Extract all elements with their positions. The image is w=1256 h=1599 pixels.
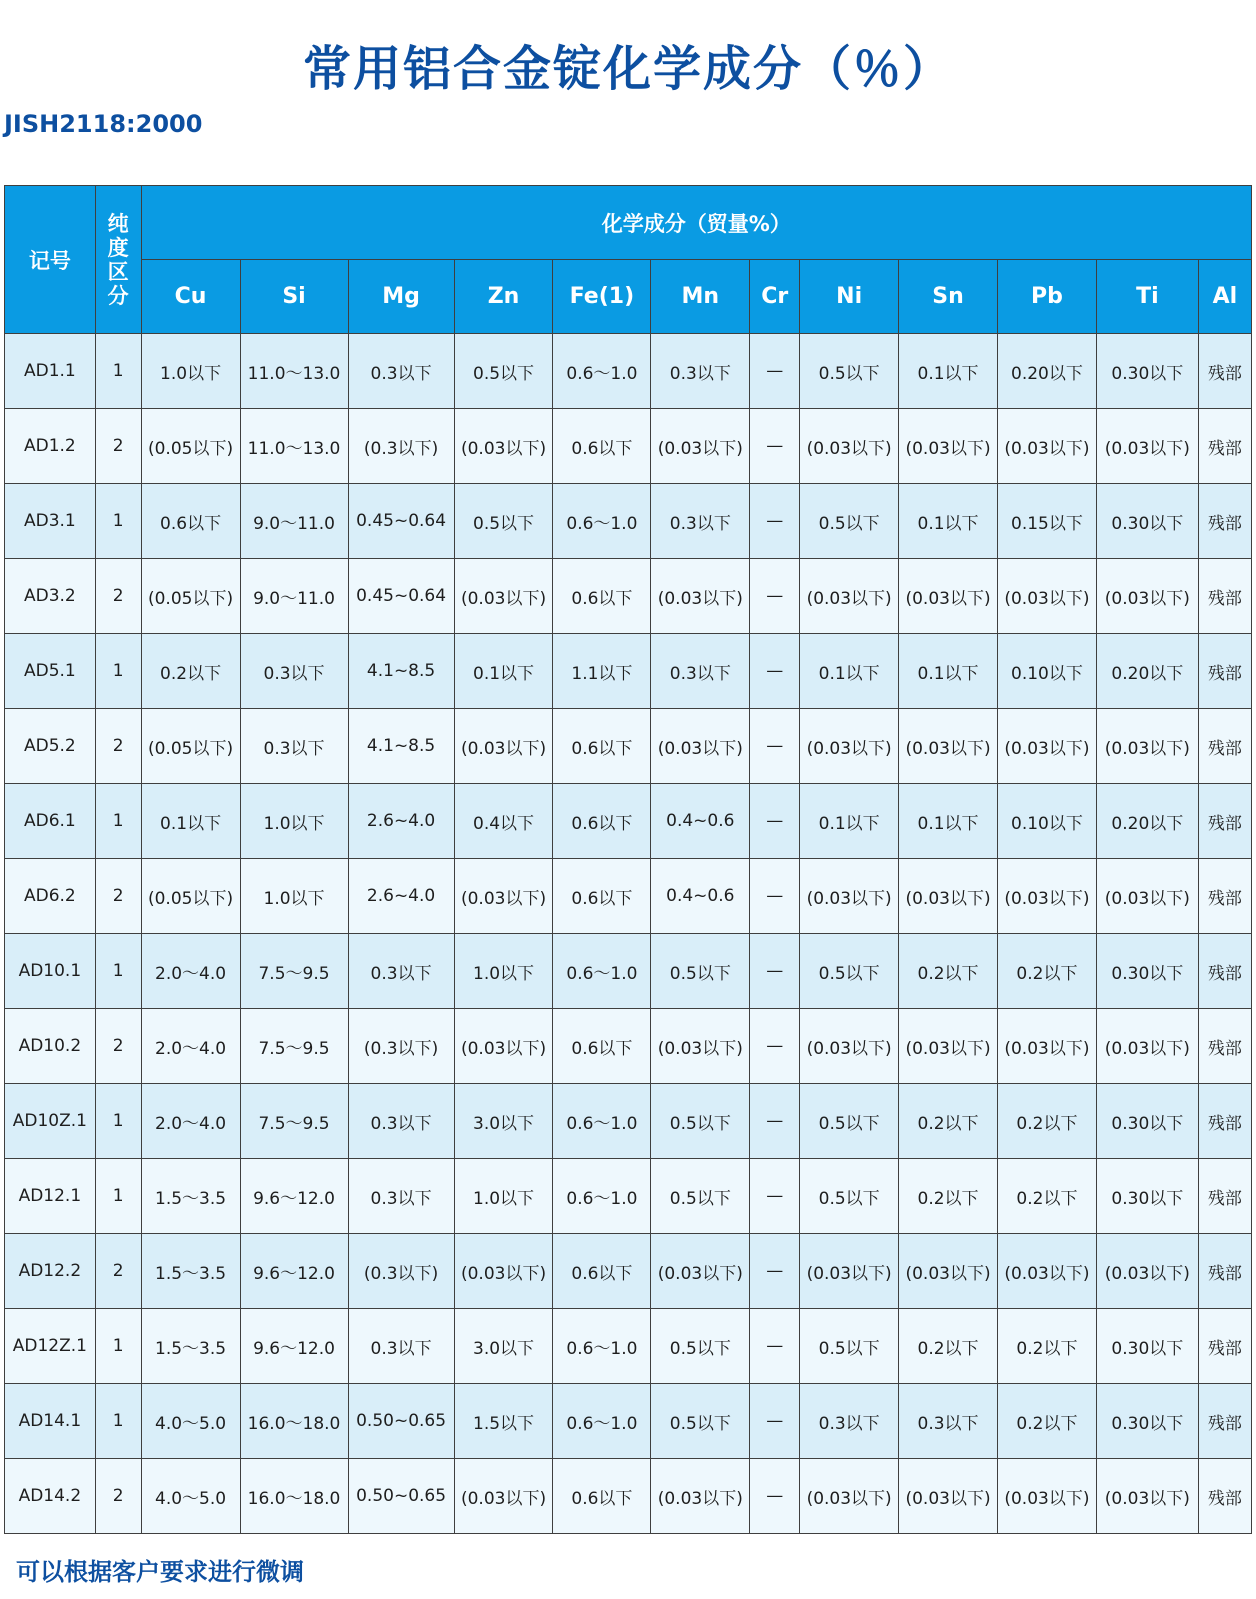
cell-value: 0.2以下 [899, 1084, 998, 1159]
cell-value: 0.2以下 [997, 1309, 1096, 1384]
cell-value: 0.2以下 [997, 1159, 1096, 1234]
cell-value: — [750, 1459, 800, 1534]
cell-value: 4.1~8.5 [348, 634, 454, 709]
cell-value: 残部 [1198, 1009, 1251, 1084]
cell-value: 0.45~0.64 [348, 559, 454, 634]
cell-value: 0.20以下 [1096, 784, 1198, 859]
table-row [5, 859, 1252, 934]
cell-value: (0.03以下) [1096, 1009, 1198, 1084]
cell-value: 0.5以下 [800, 1084, 899, 1159]
cell-value: 残部 [1198, 334, 1251, 409]
table-row [5, 709, 1252, 784]
cell-value: (0.3以下) [348, 1009, 454, 1084]
cell-value: 1.5～3.5 [141, 1159, 240, 1234]
cell-value: 11.0～13.0 [240, 334, 348, 409]
cell-value: — [750, 934, 800, 1009]
cell-value: 0.5以下 [800, 484, 899, 559]
cell-value: (0.03以下) [997, 709, 1096, 784]
cell-value: (0.03以下) [899, 1009, 998, 1084]
cell-value: 3.0以下 [454, 1309, 553, 1384]
cell-value: — [750, 634, 800, 709]
cell-code: AD12Z.1 [5, 1309, 96, 1384]
cell-value: 0.6～1.0 [553, 1084, 651, 1159]
cell-value: 0.3以下 [651, 334, 750, 409]
cell-value: 0.3以下 [348, 1084, 454, 1159]
cell-value: 0.2以下 [997, 934, 1096, 1009]
cell-value: 0.3以下 [348, 1309, 454, 1384]
cell-value: 0.3以下 [348, 334, 454, 409]
cell-value: 0.10以下 [997, 784, 1096, 859]
cell-value: 2.0～4.0 [141, 1084, 240, 1159]
cell-value: 1.0以下 [141, 334, 240, 409]
cell-value: 9.0～11.0 [240, 484, 348, 559]
cell-value: 0.30以下 [1096, 1084, 1198, 1159]
cell-code: AD5.1 [5, 634, 96, 709]
cell-purity: 2 [95, 709, 141, 784]
cell-value: (0.03以下) [800, 559, 899, 634]
cell-value: 0.3以下 [240, 634, 348, 709]
cell-value: (0.03以下) [1096, 709, 1198, 784]
header-element: Pb [997, 260, 1096, 334]
cell-value: (0.03以下) [454, 859, 553, 934]
footnote: 可以根据客户要求进行微调 [16, 1558, 304, 1586]
cell-value: 0.3以下 [348, 934, 454, 1009]
cell-value: (0.05以下) [141, 559, 240, 634]
cell-purity: 2 [95, 1234, 141, 1309]
cell-value: — [750, 334, 800, 409]
cell-code: AD10.2 [5, 1009, 96, 1084]
cell-value: 0.5以下 [454, 334, 553, 409]
cell-value: 0.1以下 [899, 634, 998, 709]
cell-value: 0.1以下 [800, 784, 899, 859]
cell-value: — [750, 1384, 800, 1459]
cell-value: (0.03以下) [1096, 409, 1198, 484]
header-element: Zn [454, 260, 553, 334]
header-element: Sn [899, 260, 998, 334]
cell-value: 0.6以下 [553, 1009, 651, 1084]
cell-value: 0.6～1.0 [553, 1384, 651, 1459]
cell-value: 1.0以下 [240, 784, 348, 859]
cell-value: 0.5以下 [651, 934, 750, 1009]
table-row [5, 634, 1252, 709]
table-row [5, 1084, 1252, 1159]
cell-value: 0.30以下 [1096, 1309, 1198, 1384]
cell-value: (0.03以下) [899, 1459, 998, 1534]
cell-value: 残部 [1198, 709, 1251, 784]
cell-value: — [750, 709, 800, 784]
cell-value: 0.2以下 [997, 1084, 1096, 1159]
cell-value: (0.03以下) [997, 1459, 1096, 1534]
cell-value: 0.2以下 [141, 634, 240, 709]
cell-value: 1.5～3.5 [141, 1234, 240, 1309]
page-title: 常用铝合金锭化学成分（％） [302, 41, 953, 97]
cell-value: 0.30以下 [1096, 1159, 1198, 1234]
cell-purity: 1 [95, 1384, 141, 1459]
cell-value: — [750, 409, 800, 484]
cell-code: AD14.2 [5, 1459, 96, 1534]
header-purity: 纯度区分 [95, 186, 141, 334]
cell-value: 残部 [1198, 1234, 1251, 1309]
table-row [5, 934, 1252, 1009]
header-element: Fe(1) [553, 260, 651, 334]
table-row [5, 1459, 1252, 1534]
cell-value: 0.5以下 [800, 934, 899, 1009]
cell-value: (0.05以下) [141, 859, 240, 934]
cell-value: 0.1以下 [899, 334, 998, 409]
cell-purity: 2 [95, 559, 141, 634]
header-element: Cr [750, 260, 800, 334]
cell-value: 残部 [1198, 859, 1251, 934]
table-row [5, 1009, 1252, 1084]
cell-value: — [750, 1159, 800, 1234]
cell-purity: 1 [95, 1159, 141, 1234]
cell-value: 0.50~0.65 [348, 1459, 454, 1534]
cell-value: 0.5以下 [651, 1159, 750, 1234]
cell-value: 0.5以下 [651, 1309, 750, 1384]
table-row [5, 1159, 1252, 1234]
cell-value: (0.03以下) [651, 1459, 750, 1534]
cell-value: 0.1以下 [454, 634, 553, 709]
cell-value: 残部 [1198, 559, 1251, 634]
cell-value: 0.6以下 [553, 409, 651, 484]
cell-value: 0.6以下 [553, 1459, 651, 1534]
cell-value: 2.0～4.0 [141, 1009, 240, 1084]
cell-code: AD10.1 [5, 934, 96, 1009]
cell-value: 7.5～9.5 [240, 934, 348, 1009]
cell-value: 残部 [1198, 1384, 1251, 1459]
cell-value: (0.03以下) [454, 709, 553, 784]
cell-code: AD12.2 [5, 1234, 96, 1309]
cell-value: 0.10以下 [997, 634, 1096, 709]
cell-purity: 2 [95, 859, 141, 934]
cell-value: 0.3以下 [348, 1159, 454, 1234]
table-row [5, 484, 1252, 559]
cell-code: AD6.2 [5, 859, 96, 934]
cell-value: 9.6～12.0 [240, 1309, 348, 1384]
cell-value: (0.03以下) [651, 409, 750, 484]
cell-value: 0.6以下 [553, 709, 651, 784]
cell-value: 1.5以下 [454, 1384, 553, 1459]
cell-value: 0.5以下 [454, 484, 553, 559]
cell-value: — [750, 484, 800, 559]
cell-value: 4.0～5.0 [141, 1384, 240, 1459]
cell-value: 0.6以下 [553, 859, 651, 934]
cell-purity: 1 [95, 934, 141, 1009]
cell-code: AD1.2 [5, 409, 96, 484]
header-element: Ti [1096, 260, 1198, 334]
cell-value: 0.30以下 [1096, 484, 1198, 559]
cell-value: 残部 [1198, 1309, 1251, 1384]
header-row-elements [5, 260, 1252, 334]
cell-value: (0.03以下) [1096, 559, 1198, 634]
table-row [5, 784, 1252, 859]
cell-code: AD5.2 [5, 709, 96, 784]
cell-value: 9.6～12.0 [240, 1234, 348, 1309]
cell-value: (0.03以下) [454, 1009, 553, 1084]
cell-value: 0.1以下 [899, 484, 998, 559]
cell-value: 1.1以下 [553, 634, 651, 709]
cell-value: 2.6~4.0 [348, 859, 454, 934]
cell-value: (0.03以下) [454, 409, 553, 484]
cell-value: — [750, 1084, 800, 1159]
cell-value: 残部 [1198, 784, 1251, 859]
cell-value: 9.0～11.0 [240, 559, 348, 634]
cell-value: 3.0以下 [454, 1084, 553, 1159]
cell-value: 0.6～1.0 [553, 1159, 651, 1234]
cell-value: (0.03以下) [1096, 859, 1198, 934]
cell-value: — [750, 1234, 800, 1309]
table-body [5, 334, 1252, 1534]
cell-value: (0.03以下) [997, 1009, 1096, 1084]
table-row [5, 1309, 1252, 1384]
cell-value: (0.03以下) [800, 1459, 899, 1534]
cell-value: 0.2以下 [899, 934, 998, 1009]
cell-value: (0.03以下) [800, 859, 899, 934]
header-row-top [5, 186, 1252, 260]
cell-code: AD3.2 [5, 559, 96, 634]
cell-value: 0.4~0.6 [651, 784, 750, 859]
cell-value: 0.1以下 [800, 634, 899, 709]
header-chem-composition: 化学成分（贸量%） [141, 186, 1251, 260]
cell-value: 4.1~8.5 [348, 709, 454, 784]
cell-value: 0.6以下 [553, 784, 651, 859]
cell-value: (0.03以下) [651, 1234, 750, 1309]
cell-code: AD6.1 [5, 784, 96, 859]
cell-value: 0.4~0.6 [651, 859, 750, 934]
cell-purity: 1 [95, 334, 141, 409]
cell-value: 0.30以下 [1096, 1384, 1198, 1459]
cell-value: 0.3以下 [899, 1384, 998, 1459]
cell-value: (0.03以下) [997, 559, 1096, 634]
cell-value: (0.3以下) [348, 409, 454, 484]
cell-value: (0.3以下) [348, 1234, 454, 1309]
cell-value: 0.5以下 [800, 1309, 899, 1384]
cell-value: 0.3以下 [240, 709, 348, 784]
cell-value: (0.03以下) [800, 709, 899, 784]
header-element: Mg [348, 260, 454, 334]
cell-value: (0.05以下) [141, 409, 240, 484]
cell-value: 0.1以下 [141, 784, 240, 859]
cell-value: 0.5以下 [651, 1384, 750, 1459]
cell-value: 0.6～1.0 [553, 484, 651, 559]
table-row [5, 1234, 1252, 1309]
cell-value: 0.5以下 [800, 1159, 899, 1234]
cell-value: 1.0以下 [454, 1159, 553, 1234]
cell-purity: 2 [95, 1459, 141, 1534]
cell-code: AD10Z.1 [5, 1084, 96, 1159]
cell-value: (0.03以下) [899, 559, 998, 634]
cell-value: 0.2以下 [899, 1159, 998, 1234]
cell-value: 2.6~4.0 [348, 784, 454, 859]
cell-purity: 1 [95, 634, 141, 709]
cell-purity: 1 [95, 1309, 141, 1384]
cell-value: (0.03以下) [899, 1234, 998, 1309]
table-row [5, 1384, 1252, 1459]
cell-code: AD3.1 [5, 484, 96, 559]
cell-value: 0.20以下 [997, 334, 1096, 409]
header-element: Al [1198, 260, 1251, 334]
cell-value: 0.6～1.0 [553, 934, 651, 1009]
header-element: Mn [651, 260, 750, 334]
cell-value: 0.6以下 [553, 559, 651, 634]
cell-value: 0.3以下 [651, 484, 750, 559]
cell-value: 0.1以下 [899, 784, 998, 859]
cell-value: 0.5以下 [651, 1084, 750, 1159]
cell-value: 0.3以下 [651, 634, 750, 709]
cell-code: AD1.1 [5, 334, 96, 409]
cell-value: (0.03以下) [1096, 1459, 1198, 1534]
cell-purity: 2 [95, 1009, 141, 1084]
cell-value: (0.03以下) [800, 409, 899, 484]
cell-value: 残部 [1198, 934, 1251, 1009]
cell-value: (0.03以下) [651, 1009, 750, 1084]
cell-value: 2.0～4.0 [141, 934, 240, 1009]
cell-value: 0.2以下 [899, 1309, 998, 1384]
cell-value: 1.0以下 [240, 859, 348, 934]
table-row [5, 334, 1252, 409]
cell-purity: 1 [95, 484, 141, 559]
cell-value: 0.30以下 [1096, 934, 1198, 1009]
cell-value: 1.5～3.5 [141, 1309, 240, 1384]
cell-value: 0.30以下 [1096, 334, 1198, 409]
cell-purity: 2 [95, 409, 141, 484]
header-code: 记号 [5, 186, 96, 334]
header-element: Cu [141, 260, 240, 334]
cell-code: AD14.1 [5, 1384, 96, 1459]
cell-value: 7.5～9.5 [240, 1084, 348, 1159]
cell-value: (0.05以下) [141, 709, 240, 784]
cell-value: 残部 [1198, 409, 1251, 484]
cell-value: 0.4以下 [454, 784, 553, 859]
cell-value: 残部 [1198, 1459, 1251, 1534]
cell-value: 0.20以下 [1096, 634, 1198, 709]
cell-code: AD12.1 [5, 1159, 96, 1234]
cell-value: 16.0～18.0 [240, 1384, 348, 1459]
cell-value: 0.6以下 [553, 1234, 651, 1309]
header-element: Ni [800, 260, 899, 334]
cell-value: — [750, 784, 800, 859]
header-element: Si [240, 260, 348, 334]
composition-table [4, 185, 1252, 1534]
cell-value: 残部 [1198, 634, 1251, 709]
cell-value: 9.6～12.0 [240, 1159, 348, 1234]
cell-value: — [750, 1009, 800, 1084]
cell-value: — [750, 1309, 800, 1384]
cell-value: 残部 [1198, 1159, 1251, 1234]
cell-value: (0.03以下) [899, 859, 998, 934]
cell-value: 残部 [1198, 484, 1251, 559]
cell-value: 0.2以下 [997, 1384, 1096, 1459]
cell-value: 11.0～13.0 [240, 409, 348, 484]
cell-value: — [750, 559, 800, 634]
cell-value: (0.03以下) [997, 1234, 1096, 1309]
cell-value: — [750, 859, 800, 934]
cell-value: (0.03以下) [800, 1009, 899, 1084]
cell-value: (0.03以下) [1096, 1234, 1198, 1309]
cell-value: 0.50~0.65 [348, 1384, 454, 1459]
cell-value: 0.5以下 [800, 334, 899, 409]
cell-value: (0.03以下) [997, 409, 1096, 484]
cell-value: (0.03以下) [454, 559, 553, 634]
cell-value: (0.03以下) [997, 859, 1096, 934]
cell-value: 0.6～1.0 [553, 334, 651, 409]
cell-value: (0.03以下) [454, 1234, 553, 1309]
cell-value: (0.03以下) [454, 1459, 553, 1534]
cell-value: 7.5～9.5 [240, 1009, 348, 1084]
table-row [5, 559, 1252, 634]
cell-value: 0.6以下 [141, 484, 240, 559]
table-row [5, 409, 1252, 484]
cell-value: 4.0～5.0 [141, 1459, 240, 1534]
cell-value: (0.03以下) [651, 559, 750, 634]
cell-value: 0.3以下 [800, 1384, 899, 1459]
cell-value: 16.0～18.0 [240, 1459, 348, 1534]
cell-value: (0.03以下) [899, 409, 998, 484]
cell-purity: 1 [95, 784, 141, 859]
cell-value: 1.0以下 [454, 934, 553, 1009]
cell-value: 0.45~0.64 [348, 484, 454, 559]
standard-code: JISH2118:2000 [4, 110, 203, 138]
cell-value: (0.03以下) [899, 709, 998, 784]
cell-value: 残部 [1198, 1084, 1251, 1159]
cell-value: (0.03以下) [651, 709, 750, 784]
cell-value: 0.6～1.0 [553, 1309, 651, 1384]
cell-value: 0.15以下 [997, 484, 1096, 559]
cell-purity: 1 [95, 1084, 141, 1159]
cell-value: (0.03以下) [800, 1234, 899, 1309]
